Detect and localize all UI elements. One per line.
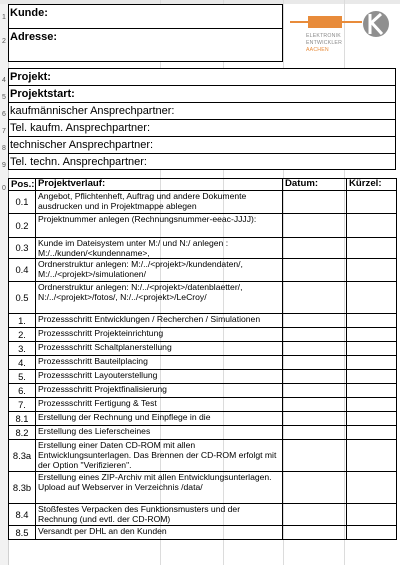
initials-cell[interactable] xyxy=(347,259,397,282)
step-cell: Prozessschritt Schaltplanerstellung xyxy=(36,342,283,356)
logo-line-2: ENTWICKLER xyxy=(306,40,343,46)
pos-cell: 0.3 xyxy=(9,238,36,259)
initials-cell[interactable] xyxy=(347,282,397,314)
table-row xyxy=(9,214,397,238)
step-cell: Ordnerstruktur anlegen: M:/../<projekt>/kundendaten/, M:/../<projekt>/simulationen/ xyxy=(36,259,283,282)
table-row xyxy=(9,398,397,412)
date-cell[interactable] xyxy=(283,342,347,356)
pos-cell: 8.5 xyxy=(9,526,36,540)
initials-cell[interactable] xyxy=(347,440,397,472)
table-row xyxy=(9,472,397,504)
pos-cell: 1. xyxy=(9,314,36,328)
initials-cell[interactable] xyxy=(347,384,397,398)
initials-header: Kürzel: xyxy=(347,179,397,191)
date-cell[interactable] xyxy=(283,384,347,398)
pos-cell: 3. xyxy=(9,342,36,356)
logo-wordmark xyxy=(306,33,366,54)
row-number: 4 xyxy=(2,77,6,84)
date-cell[interactable] xyxy=(283,370,347,384)
kunde-label: Kunde: xyxy=(10,7,48,19)
date-cell[interactable] xyxy=(283,504,347,526)
table-row xyxy=(9,238,397,259)
project-row-divider xyxy=(8,102,395,103)
row-number: 6 xyxy=(2,111,6,118)
pos-cell: 2. xyxy=(9,328,36,342)
process-table xyxy=(8,178,397,540)
initials-cell[interactable] xyxy=(347,472,397,504)
date-cell[interactable] xyxy=(283,412,347,426)
project-row-divider xyxy=(8,119,395,120)
table-header-row xyxy=(9,179,397,191)
initials-cell[interactable] xyxy=(347,370,397,384)
project-row-divider xyxy=(8,153,395,154)
date-cell[interactable] xyxy=(283,356,347,370)
step-cell: Prozessschritt Bauteilplacing xyxy=(36,356,283,370)
step-cell: Stoßfestes Verpacken des Funktionsmusters und der Rechnung (und evtl. der CD-ROM) xyxy=(36,504,283,526)
logo-circle xyxy=(363,11,389,37)
pos-cell: 0.2 xyxy=(9,214,36,238)
pos-cell: 8.3b xyxy=(9,472,36,504)
table-row xyxy=(9,426,397,440)
row-number: 0 xyxy=(2,185,6,192)
row-number: 7 xyxy=(2,128,6,135)
pos-cell: 8.3a xyxy=(9,440,36,472)
project-row-divider xyxy=(8,136,395,137)
step-cell: Prozessschritt Projektfinalisierung xyxy=(36,384,283,398)
project-row-label: kaufmännischer Ansprechpartner: xyxy=(10,105,175,117)
initials-cell[interactable] xyxy=(347,412,397,426)
step-cell: Prozessschritt Entwicklungen / Recherchen / Simulationen xyxy=(36,314,283,328)
table-row xyxy=(9,342,397,356)
pos-cell: 0.5 xyxy=(9,282,36,314)
pos-header: Pos.: xyxy=(9,179,36,191)
initials-cell[interactable] xyxy=(347,342,397,356)
date-cell[interactable] xyxy=(283,314,347,328)
date-cell[interactable] xyxy=(283,398,347,412)
row-number: 2 xyxy=(2,38,6,45)
table-row xyxy=(9,314,397,328)
table-row xyxy=(9,504,397,526)
logo-line-1: ELEKTRONIK xyxy=(306,33,341,39)
row-number: 5 xyxy=(2,94,6,101)
step-cell: Kunde im Dateisystem unter M:/ und N:/ anlegen : M:/../kunden/<kundenname>, xyxy=(36,238,283,259)
date-cell[interactable] xyxy=(283,328,347,342)
date-cell[interactable] xyxy=(283,214,347,238)
row-number: 9 xyxy=(2,162,6,169)
initials-cell[interactable] xyxy=(347,526,397,540)
initials-cell[interactable] xyxy=(347,504,397,526)
step-cell: Ordnerstruktur anlegen: N:/../<projekt>/datenblaetter/, N:/../<projekt>/fotos/, N:/../<projekt>/LeCroy/ xyxy=(36,282,283,314)
step-cell: Erstellung der Rechnung und Einpflege in die xyxy=(36,412,283,426)
step-cell: Erstellung des Lieferscheines xyxy=(36,426,283,440)
table-row xyxy=(9,356,397,370)
pos-cell: 7. xyxy=(9,398,36,412)
project-row-label: Tel. techn. Ansprechpartner: xyxy=(10,156,147,168)
initials-cell[interactable] xyxy=(347,314,397,328)
initials-cell[interactable] xyxy=(347,238,397,259)
project-row-label: Tel. kaufm. Ansprechpartner: xyxy=(10,122,151,134)
table-row xyxy=(9,384,397,398)
project-row-label: Projektstart: xyxy=(10,88,75,100)
project-row-label: Projekt: xyxy=(10,71,51,83)
pos-cell: 6. xyxy=(9,384,36,398)
pos-cell: 8.1 xyxy=(9,412,36,426)
initials-cell[interactable] xyxy=(347,398,397,412)
table-row xyxy=(9,370,397,384)
date-cell[interactable] xyxy=(283,426,347,440)
pos-cell: 0.4 xyxy=(9,259,36,282)
date-cell[interactable] xyxy=(283,282,347,314)
initials-cell[interactable] xyxy=(347,214,397,238)
logo-line-3: AACHEN xyxy=(306,47,329,53)
pos-cell: 8.4 xyxy=(9,504,36,526)
project-row-divider xyxy=(8,85,395,86)
date-cell[interactable] xyxy=(283,440,347,472)
initials-cell[interactable] xyxy=(347,328,397,342)
step-header: Projektverlauf: xyxy=(36,179,283,191)
row-number: 1 xyxy=(2,14,6,21)
step-cell: Erstellung einer Daten CD-ROM mit allen Entwicklungsunterlagen. Das Brennen der CD-ROM erfolgt mit der Option "Verifizieren". xyxy=(36,440,283,472)
step-cell: Prozessschritt Layouterstellung xyxy=(36,370,283,384)
row-number: 8 xyxy=(2,145,6,152)
initials-cell[interactable] xyxy=(347,426,397,440)
step-cell: Erstellung eines ZIP-Archiv mit allen Entwicklungsunterlagen. Upload auf Webserver in Verzeichnis /data/ xyxy=(36,472,283,504)
pos-cell: 4. xyxy=(9,356,36,370)
logo-resistor xyxy=(308,16,342,28)
date-header: Datum: xyxy=(283,179,347,191)
pos-cell: 5. xyxy=(9,370,36,384)
step-cell: Prozessschritt Fertigung & Test xyxy=(36,398,283,412)
date-cell[interactable] xyxy=(283,191,347,214)
pos-cell: 8.2 xyxy=(9,426,36,440)
step-cell: Versandt per DHL an den Kunden xyxy=(36,526,283,540)
step-cell: Prozessschritt Projekteinrichtung xyxy=(36,328,283,342)
adresse-label: Adresse: xyxy=(10,31,58,43)
project-row-label: technischer Ansprechpartner: xyxy=(10,139,154,151)
table-row xyxy=(9,191,397,214)
table-row xyxy=(9,412,397,426)
initials-cell[interactable] xyxy=(347,356,397,370)
step-cell: Projektnummer anlegen (Rechnungsnummer-eeac-JJJJ): xyxy=(36,214,283,238)
table-row xyxy=(9,259,397,282)
step-cell: Angebot, Pflichtenheft, Auftrag und andere Dokumente ausdrucken und in Projektmappe ablegen xyxy=(36,191,283,214)
initials-cell[interactable] xyxy=(347,191,397,214)
table-row xyxy=(9,282,397,314)
table-body xyxy=(9,191,397,540)
date-cell[interactable] xyxy=(283,472,347,504)
date-cell[interactable] xyxy=(283,526,347,540)
table-row xyxy=(9,526,397,540)
table-row xyxy=(9,328,397,342)
date-cell[interactable] xyxy=(283,259,347,282)
pos-cell: 0.1 xyxy=(9,191,36,214)
customer-divider xyxy=(9,28,282,29)
date-cell[interactable] xyxy=(283,238,347,259)
table-row xyxy=(9,440,397,472)
